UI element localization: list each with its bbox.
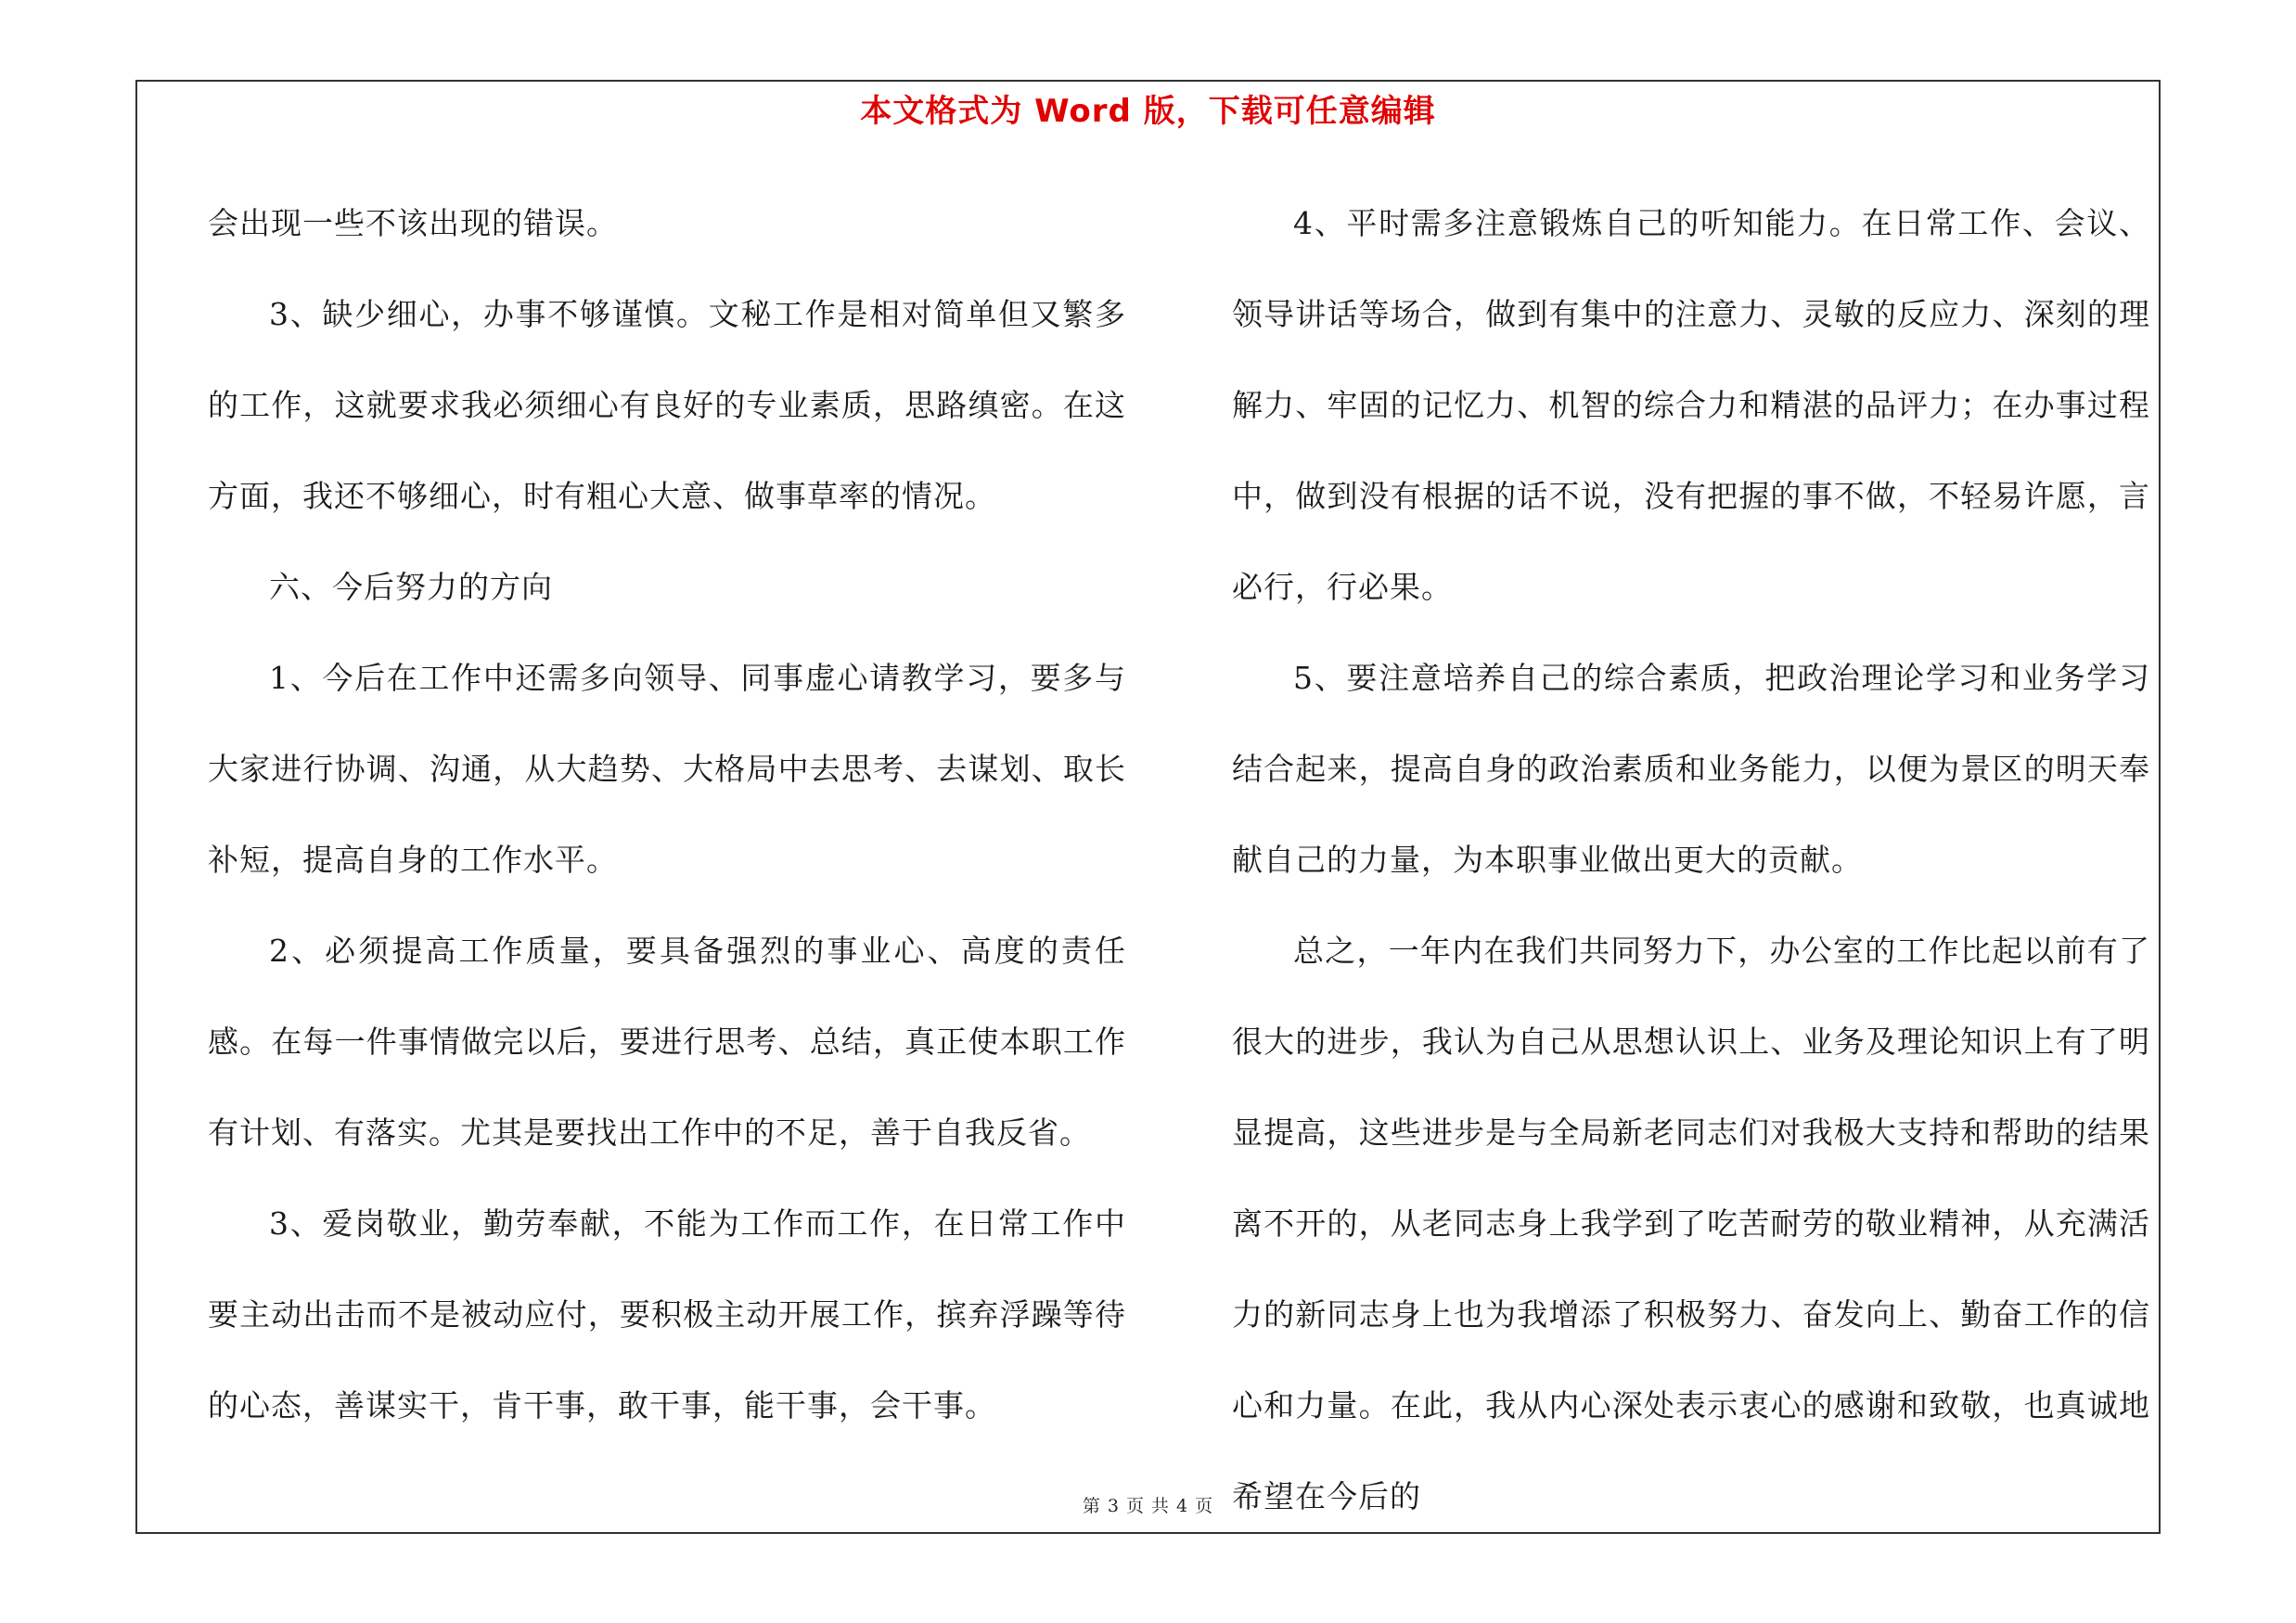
section-heading: 六、今后努力的方向 [269, 569, 553, 605]
paragraph: 3、缺少细心，办事不够谨慎。文秘工作是相对简单但又繁多的工作，这就要求我必须细心有良好的专业素质，思路缜密。在这方面，我还不够细心，时有粗心大意、做事草率的情况。 [208, 296, 1126, 514]
page-frame [135, 80, 2161, 1534]
paragraph: 5、要注意培养自己的综合素质，把政治理论学习和业务学习结合起来，提高自身的政治素质和业务能力，以便为景区的明天奉献自己的力量，为本职事业做出更大的贡献。 [1232, 660, 2150, 878]
page-number: 第 3 页 共 4 页 [1082, 1496, 1214, 1516]
left-column [208, 178, 1126, 1451]
paragraph: 1、今后在工作中还需多向领导、同事虚心请教学习，要多与大家进行协调、沟通，从大趋势、大格局中去思考、去谋划、取长补短，提高自身的工作水平。 [208, 660, 1126, 878]
paragraph: 4、平时需多注意锻炼自己的听知能力。在日常工作、会议、领导讲话等场合，做到有集中的注意力、灵敏的反应力、深刻的理解力、牢固的记忆力、机智的综合力和精湛的品评力；在办事过程中，做到没有根据的话不说，没有把握的事不做，不轻易许愿，言必行，行必果。 [1232, 205, 2150, 605]
paragraph: 2、必须提高工作质量，要具备强烈的事业心、高度的责任感。在每一件事情做完以后，要进行思考、总结，真正使本职工作有计划、有落实。尤其是要找出工作中的不足，善于自我反省。 [208, 933, 1126, 1151]
paragraph: 会出现一些不该出现的错误。 [208, 205, 618, 241]
paragraph: 3、爱岗敬业，勤劳奉献，不能为工作而工作，在日常工作中要主动出击而不是被动应付，要积极主动开展工作，摈弃浮躁等待的心态，善谋实干，肯干事，敢干事，能干事，会干事。 [208, 1205, 1126, 1423]
right-column [1232, 178, 2150, 1542]
paragraph: 总之，一年内在我们共同努力下，办公室的工作比起以前有了很大的进步，我认为自己从思想认识上、业务及理论知识上有了明显提高，这些进步是与全局新老同志们对我极大支持和帮助的结果离不开的，从老同志身上我学到了吃苦耐劳的敬业精神，从充满活力的新同志身上也为我增添了积极努力、奋发向上、勤奋工作的信心和力量。在此，我从内心深处表示衷心的感谢和致敬，也真诚地希望在今后的 [1232, 933, 2150, 1514]
document-header: 本文格式为 Word 版，下载可任意编辑 [860, 93, 1436, 130]
